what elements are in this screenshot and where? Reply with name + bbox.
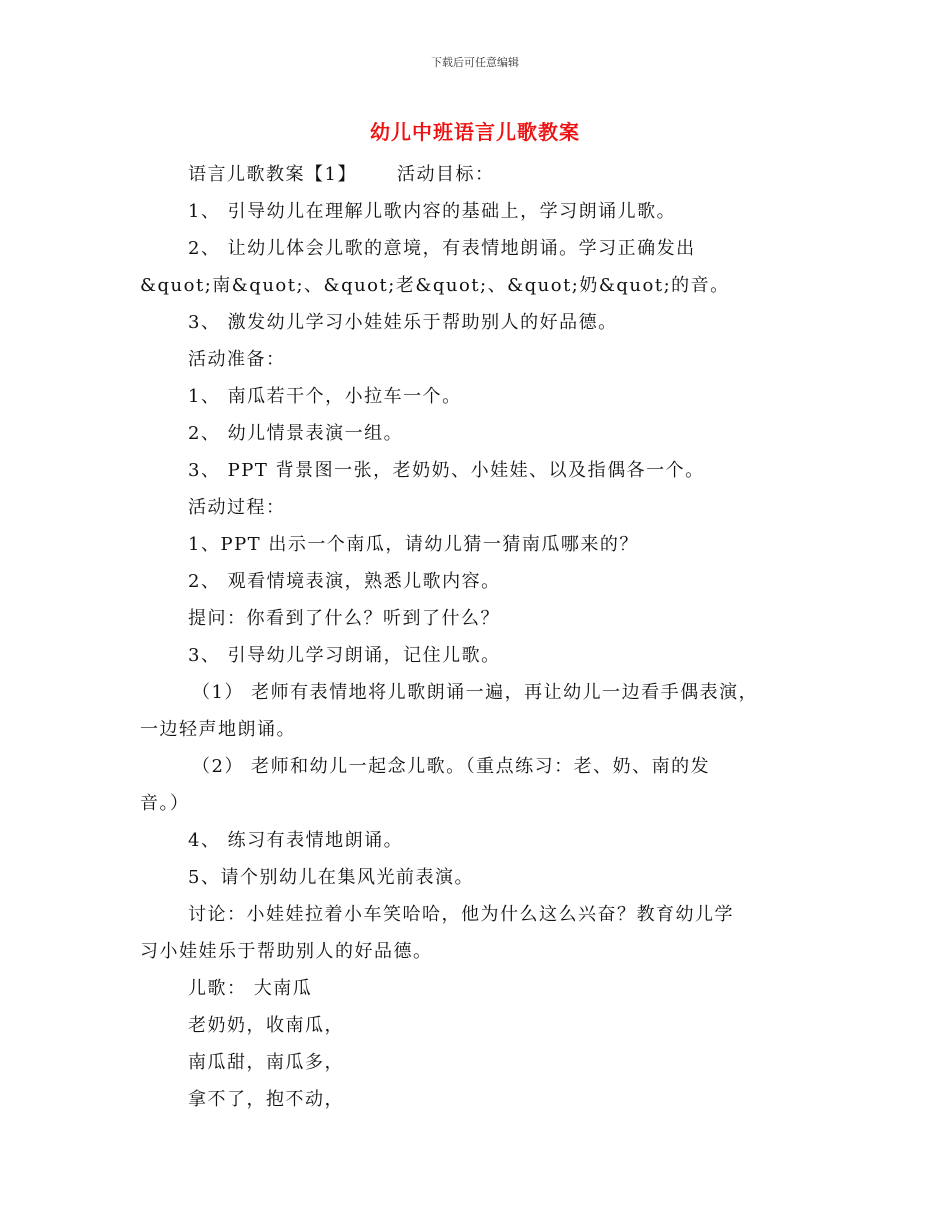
goal-2-line-1: 2、 让幼儿体会儿歌的意境，有表情地朗诵。学习正确发出 [188,238,696,259]
sub-step-1-line-2: 一边轻声地朗诵。 [140,719,296,740]
sub-step-1-line-1: （1） 老师有表情地将儿歌朗诵一遍，再让幼儿一边看手偶表演， [192,682,759,703]
process-5: 5、请个别幼儿在集风光前表演。 [188,867,474,888]
prep-label: 活动准备： [188,349,286,370]
goal-3: 3、 激发幼儿学习小娃娃乐于帮助别人的好品德。 [188,312,618,333]
song-line-1: 老奶奶，收南瓜， [188,1015,344,1036]
prep-2: 2、 幼儿情景表演一组。 [188,423,404,444]
section-heading: 语言儿歌教案【1】 [188,164,357,185]
process-1: 1、PPT 出示一个南瓜，请幼儿猜一猜南瓜哪来的？ [188,534,639,555]
sub-step-2-line-2: 音。） [140,793,190,814]
song-label: 儿歌： 大南瓜 [188,978,313,999]
question-line: 提问：你看到了什么？听到了什么？ [188,608,500,629]
song-line-3: 拿不了，抱不动， [188,1089,344,1110]
goal-1: 1、 引导幼儿在理解儿歌内容的基础上，学习朗诵儿歌。 [188,201,677,222]
document-body [140,156,820,1118]
process-label: 活动过程： [188,497,286,518]
section-heading-line [140,156,820,193]
goals-label: 活动目标： [396,164,495,185]
prep-1: 1、 南瓜若干个，小拉车一个。 [188,386,462,407]
document-title: 幼儿中班语言儿歌教案 [370,120,580,144]
discussion-line-1: 讨论：小娃娃拉着小车笑哈哈，他为什么这么兴奋？教育幼儿学 [188,904,734,925]
process-2: 2、 观看情境表演，熟悉儿歌内容。 [188,571,501,592]
process-4: 4、 练习有表情地朗诵。 [188,830,404,851]
sub-step-2-line-1: （2） 老师和幼儿一起念儿歌。（重点练习：老、奶、南的发 [192,756,711,777]
discussion-line-2: 习小娃娃乐于帮助别人的好品德。 [140,941,433,962]
goal-2-line-2: &quot;南&quot;、&quot;老&quot;、&quot;奶&quot;的音。 [140,275,730,296]
header-note: 下载后可任意编辑 [431,56,519,69]
song-line-2: 南瓜甜，南瓜多， [188,1052,344,1073]
process-3: 3、 引导幼儿学习朗诵，记住儿歌。 [188,645,501,666]
prep-3: 3、 PPT 背景图一张，老奶奶、小娃娃、以及指偶各一个。 [188,460,705,481]
